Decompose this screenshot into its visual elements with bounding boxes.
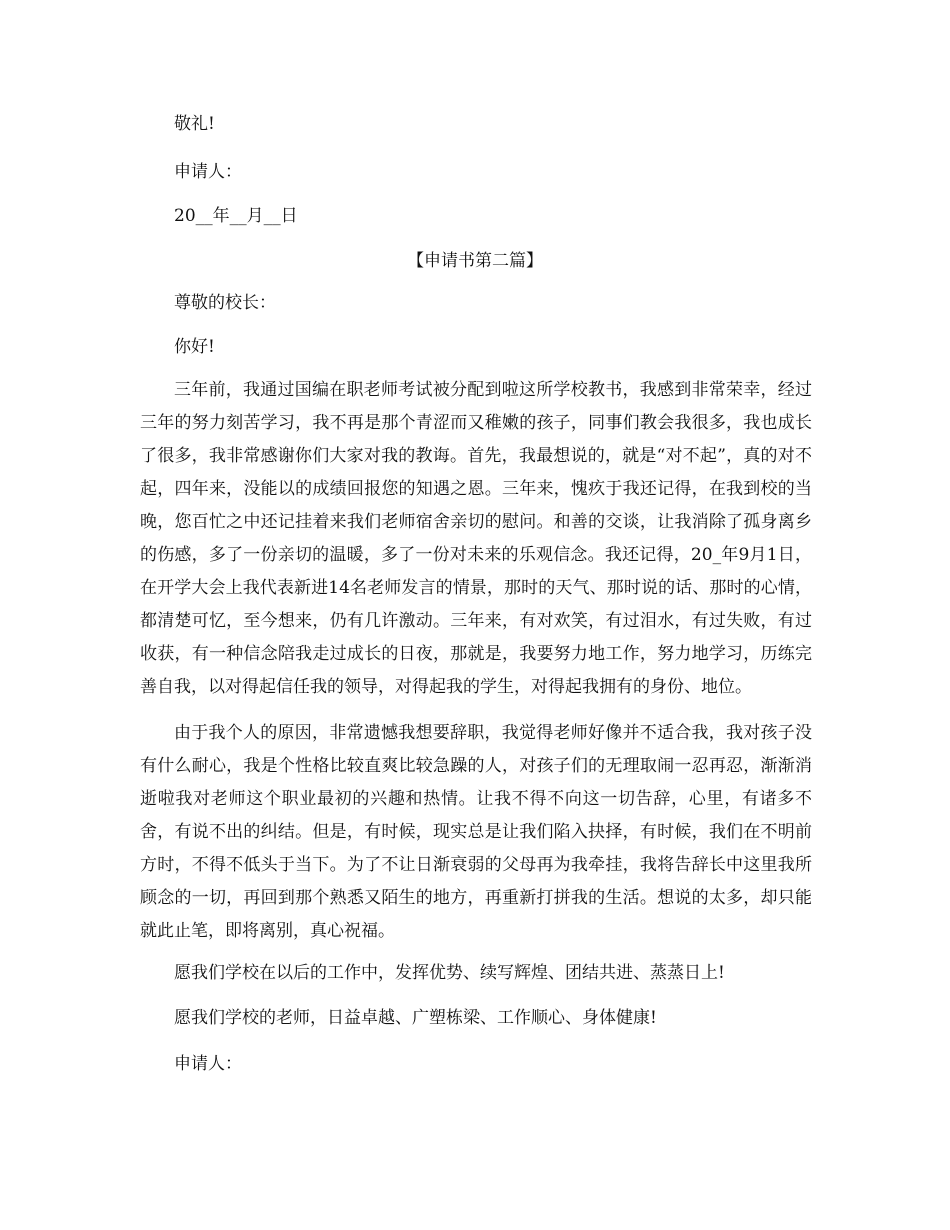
greeting: 你好! bbox=[174, 337, 215, 357]
wish-school: 愿我们学校在以后的工作中，发挥优势、续写辉煌、团结共进、蒸蒸日上! bbox=[174, 963, 725, 983]
body-paragraph-1: 三年前，我通过国编在职老师考试被分配到啦这所学校教书，我感到非常荣幸，经过三年的努力刻苦学习，我不再是那个青涩而又稚嫩的孩子，同事们教会我很多，我也成长了很多，我非常感谢你们大家对我的教诲。首先，我最想说的，就是“对不起”，真的对不起，四年来，没能以的成绩回报您的知遇之恩。三年来，愧疚于我还记得，在我到校的当晚，您百忙之中还记挂着来我们老师宿舍亲切的慰问。和善的交谈，让我消除了孤身离乡的伤感，多了一份亲切的温暖，多了一份对未来的乐观信念。我还记得，20_年9月1日，在开学大会上我代表新进14名老师发言的情景，那时的天气、那时说的话、那时的心情，都清楚可忆，至今想来，仍有几许激动。三年来，有对欢笑，有过泪水，有过失败，有过收获，有一种信念陪我走过成长的日夜，那就是，我要努力地工作，努力地学习，历练完善自我，以对得起信任我的领导，对得起我的学生，对得起我拥有的身份、地位。 bbox=[140, 380, 812, 697]
closing-text: 敬礼! bbox=[174, 114, 215, 134]
body-paragraph-2: 由于我个人的原因，非常遗憾我想要辞职，我觉得老师好像并不适合我，我对孩子没有什么耐心，我是个性格比较直爽比较急躁的人，对孩子们的无理取闹一忍再忍，渐渐消逝啦我对老师这个职业最初的兴趣和热情。让我不得不向这一切告辞，心里，有诸多不舍，有说不出的纠结。但是，有时候，现实总是让我们陷入抉择，有时候，我们在不明前方时，不得不低头于当下。为了不让日渐衰弱的父母再为我牵挂，我将告辞长中这里我所顾念的一切，再回到那个熟悉又陌生的地方，再重新打拼我的生活。想说的太多，却只能就此止笔，即将离别，真心祝福。 bbox=[140, 723, 812, 941]
date-line: 20__年__月__日 bbox=[174, 206, 298, 226]
salutation: 尊敬的校长： bbox=[174, 293, 276, 313]
section-title: 【申请书第二篇】 bbox=[407, 251, 543, 271]
applicant-label-2: 申请人： bbox=[174, 1054, 242, 1074]
wish-teachers: 愿我们学校的老师，日益卓越、广塑栋梁、工作顺心、身体健康! bbox=[174, 1008, 657, 1028]
applicant-label: 申请人： bbox=[174, 162, 242, 182]
